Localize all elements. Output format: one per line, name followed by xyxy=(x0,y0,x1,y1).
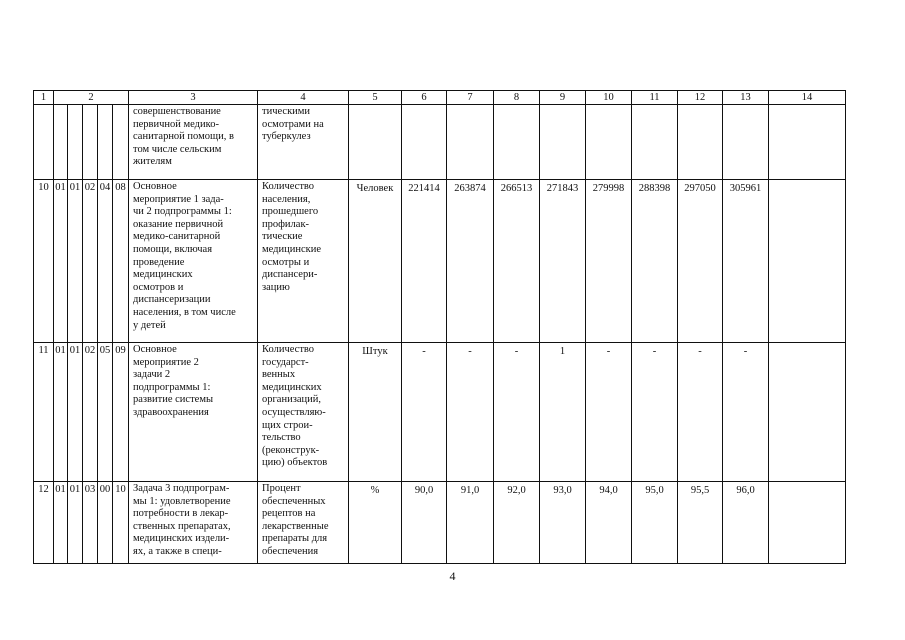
value-cell: - xyxy=(632,343,678,482)
header-cell-10: 10 xyxy=(586,91,632,105)
value-cell: 288398 xyxy=(632,180,678,343)
code-cell: 02 xyxy=(83,180,98,343)
column-14-cell xyxy=(769,343,846,482)
value-cell: 90,0 xyxy=(402,482,447,564)
table-row xyxy=(34,180,846,343)
value-cell: 1 xyxy=(540,343,586,482)
value-cell: - xyxy=(402,343,447,482)
indicators-table xyxy=(33,90,846,564)
code-cell: 12 xyxy=(34,482,54,564)
header-cell-7: 7 xyxy=(447,91,494,105)
code-cell xyxy=(98,105,113,180)
value-cell xyxy=(723,105,769,180)
header-cell-1: 1 xyxy=(34,91,54,105)
code-cell: 01 xyxy=(54,482,68,564)
value-cell: 266513 xyxy=(494,180,540,343)
header-cell-6: 6 xyxy=(402,91,447,105)
value-cell: 95,5 xyxy=(678,482,723,564)
code-cell: 11 xyxy=(34,343,54,482)
value-cell: 279998 xyxy=(586,180,632,343)
value-cell: - xyxy=(723,343,769,482)
header-cell-9: 9 xyxy=(540,91,586,105)
code-cell: 10 xyxy=(34,180,54,343)
code-cell: 02 xyxy=(83,343,98,482)
column-14-cell xyxy=(769,105,846,180)
header-row xyxy=(34,91,846,105)
code-cell: 05 xyxy=(98,343,113,482)
value-cell: - xyxy=(678,343,723,482)
indicator-name-cell: Процент обеспеченных рецептов на лекарственные препараты для обеспечения xyxy=(258,482,349,564)
code-cell: 01 xyxy=(68,482,83,564)
code-cell xyxy=(54,105,68,180)
code-cell: 01 xyxy=(54,343,68,482)
unit-cell: Штук xyxy=(349,343,402,482)
value-cell: 305961 xyxy=(723,180,769,343)
code-cell: 00 xyxy=(98,482,113,564)
column-14-cell xyxy=(769,180,846,343)
indicator-name-cell: Количество государст- венных медицинских организаций, осуществляю- щих строи- тельство (реконструк- цию) объектов xyxy=(258,343,349,482)
event-name-cell: совершенствование первичной медико- санитарной помощи, в том числе сельским жителям xyxy=(129,105,258,180)
code-cell xyxy=(113,105,129,180)
header-cell-8: 8 xyxy=(494,91,540,105)
header-cell-2: 2 xyxy=(54,91,129,105)
value-cell: 263874 xyxy=(447,180,494,343)
unit-cell: Человек xyxy=(349,180,402,343)
unit-cell: % xyxy=(349,482,402,564)
header-cell-4: 4 xyxy=(258,91,349,105)
indicator-name-cell: тическими осмотрами на туберкулез xyxy=(258,105,349,180)
value-cell: 92,0 xyxy=(494,482,540,564)
value-cell: 221414 xyxy=(402,180,447,343)
value-cell: 95,0 xyxy=(632,482,678,564)
table-row xyxy=(34,105,846,180)
value-cell xyxy=(447,105,494,180)
header-cell-3: 3 xyxy=(129,91,258,105)
value-cell: 91,0 xyxy=(447,482,494,564)
value-cell xyxy=(678,105,723,180)
page-number: 4 xyxy=(449,569,456,583)
event-name-cell: Основное мероприятие 1 зада- чи 2 подпрограммы 1: оказание первичной медико-санитарной помощи, включая проведение медицинских осмотров и диспансеризации населения, в том числе у детей xyxy=(129,180,258,343)
value-cell xyxy=(632,105,678,180)
code-cell xyxy=(34,105,54,180)
value-cell xyxy=(494,105,540,180)
value-cell: - xyxy=(586,343,632,482)
event-name-cell: Основное мероприятие 2 задачи 2 подпрограммы 1: развитие системы здравоохранения xyxy=(129,343,258,482)
table-row xyxy=(34,343,846,482)
code-cell: 04 xyxy=(98,180,113,343)
value-cell: - xyxy=(447,343,494,482)
code-cell xyxy=(68,105,83,180)
value-cell xyxy=(586,105,632,180)
header-cell-12: 12 xyxy=(678,91,723,105)
table-body xyxy=(34,91,846,564)
value-cell: 94,0 xyxy=(586,482,632,564)
column-14-cell xyxy=(769,482,846,564)
header-cell-13: 13 xyxy=(723,91,769,105)
code-cell: 03 xyxy=(83,482,98,564)
unit-cell xyxy=(349,105,402,180)
table-row xyxy=(34,482,846,564)
code-cell: 08 xyxy=(113,180,129,343)
code-cell: 09 xyxy=(113,343,129,482)
header-cell-14: 14 xyxy=(769,91,846,105)
code-cell xyxy=(83,105,98,180)
code-cell: 01 xyxy=(68,180,83,343)
value-cell: 96,0 xyxy=(723,482,769,564)
header-cell-5: 5 xyxy=(349,91,402,105)
code-cell: 10 xyxy=(113,482,129,564)
value-cell: 271843 xyxy=(540,180,586,343)
value-cell xyxy=(540,105,586,180)
value-cell: 93,0 xyxy=(540,482,586,564)
value-cell: - xyxy=(494,343,540,482)
code-cell: 01 xyxy=(68,343,83,482)
event-name-cell: Задача 3 подпрограм- мы 1: удовлетворение потребности в лекар- ственных препаратах, медицинских издели- ях, а также в специ- xyxy=(129,482,258,564)
value-cell: 297050 xyxy=(678,180,723,343)
header-cell-11: 11 xyxy=(632,91,678,105)
indicator-name-cell: Количество населения, прошедшего профилак- тические медицинские осмотры и диспансери- зацию xyxy=(258,180,349,343)
code-cell: 01 xyxy=(54,180,68,343)
value-cell xyxy=(402,105,447,180)
